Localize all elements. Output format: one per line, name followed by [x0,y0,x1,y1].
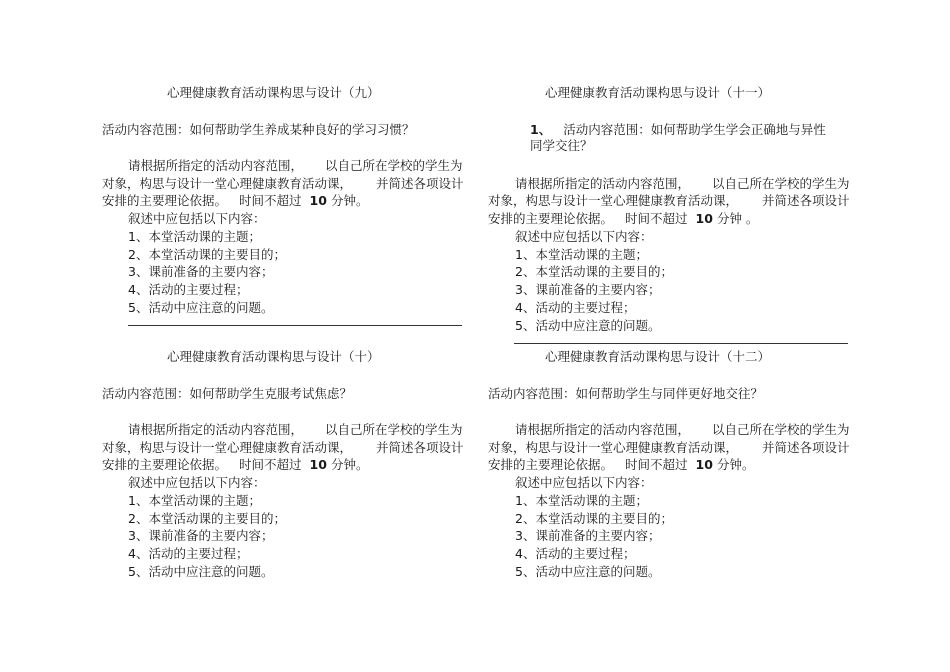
section-divider [514,343,848,344]
intro-line-1: 请根据所指定的活动内容范围， 以自己所在学校的学生为 [515,422,850,437]
list-item: 4、活动的主要过程； [128,546,249,561]
list-item: 2、本堂活动课的主要目的； [128,511,286,526]
list-item: 3、课前准备的主要内容； [515,528,661,543]
content-scope: 活动内容范围：如何帮助学生克服考试焦虑？ [102,386,353,401]
intro-line-3: 安排的主要理论依据。 时间不超过 10 分钟。 [102,457,369,472]
intro-line-2: 对象，构思与设计一堂心理健康教育活动课， 并简述各项设计 [488,440,850,455]
list-item: 5、活动中应注意的问题。 [515,318,661,333]
list-item: 1、本堂活动课的主题； [515,247,648,262]
intro-line-3: 安排的主要理论依据。 时间不超过 10 分钟。 [102,193,369,208]
list-item: 3、课前准备的主要内容； [128,528,274,543]
minutes-value: 10 [309,457,327,472]
section-title: 心理健康教育活动课构思与设计（九） [167,85,380,100]
list-item: 4、活动的主要过程； [515,546,636,561]
content-scope-continued: 同学交往？ [530,138,593,153]
requirements-lead: 叙述中应包括以下内容： [515,475,653,490]
list-item: 5、活动中应注意的问题。 [515,564,661,579]
list-item: 2、本堂活动课的主要目的； [128,247,286,262]
list-item: 1、本堂活动课的主题； [515,493,648,508]
content-scope: 活动内容范围：如何帮助学生养成某种良好的学习习惯？ [102,122,415,137]
intro-line-2: 对象，构思与设计一堂心理健康教育活动课， 并简述各项设计 [102,176,464,191]
content-scope: 活动内容范围：如何帮助学生与同伴更好地交往？ [488,386,764,401]
list-item: 5、活动中应注意的问题。 [128,300,274,315]
section-title: 心理健康教育活动课构思与设计（十） [167,349,380,364]
intro-line-2: 对象，构思与设计一堂心理健康教育活动课， 并简述各项设计 [488,193,850,208]
intro-line-3: 安排的主要理论依据。 时间不超过 10 分钟。 [488,457,755,472]
intro-line-3: 安排的主要理论依据。 时间不超过 10 分钟 。 [488,211,759,226]
intro-line-1: 请根据所指定的活动内容范围， 以自己所在学校的学生为 [128,158,463,173]
intro-line-2: 对象，构思与设计一堂心理健康教育活动课， 并简述各项设计 [102,440,464,455]
minutes-value: 10 [309,193,327,208]
minutes-value: 10 [695,457,713,472]
list-item: 2、本堂活动课的主要目的； [515,511,673,526]
list-item: 1、本堂活动课的主题； [128,229,261,244]
requirements-lead: 叙述中应包括以下内容： [515,229,653,244]
minutes-value: 10 [695,211,713,226]
section-title: 心理健康教育活动课构思与设计（十二） [545,349,771,364]
list-item: 2、本堂活动课的主要目的； [515,264,673,279]
intro-line-1: 请根据所指定的活动内容范围， 以自己所在学校的学生为 [128,422,463,437]
intro-line-1: 请根据所指定的活动内容范围， 以自己所在学校的学生为 [515,176,850,191]
requirements-lead: 叙述中应包括以下内容： [128,475,266,490]
requirements-lead: 叙述中应包括以下内容： [128,211,266,226]
content-scope: 1、 活动内容范围：如何帮助学生学会正确地与异性 [530,122,826,137]
list-item: 3、课前准备的主要内容； [128,264,274,279]
scope-number: 1、 [530,122,552,137]
list-item: 4、活动的主要过程； [515,300,636,315]
list-item: 1、本堂活动课的主题； [128,493,261,508]
section-divider [128,325,462,326]
list-item: 3、课前准备的主要内容； [515,282,661,297]
list-item: 4、活动的主要过程； [128,282,249,297]
list-item: 5、活动中应注意的问题。 [128,564,274,579]
section-title: 心理健康教育活动课构思与设计（十一） [545,85,771,100]
